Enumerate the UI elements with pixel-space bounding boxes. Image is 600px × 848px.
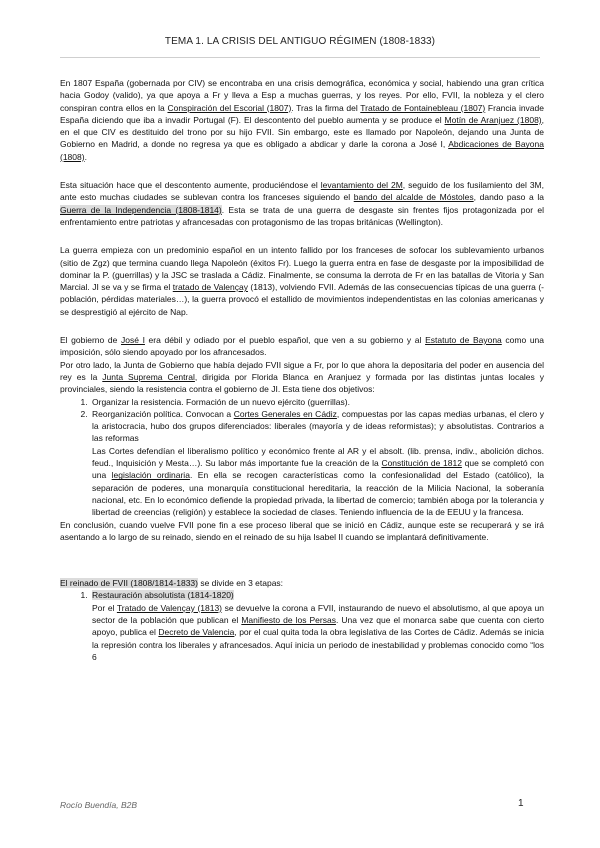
link-tratado-fontainebleau: Tratado de Fontainebleau (1807) [360, 102, 486, 113]
text: Organizar la resistencia. Formación de un nuevo ejército (guerrillas). [92, 396, 350, 407]
link-legislacion-ordinaria: legislación ordinaria [111, 470, 190, 481]
text: que se completó con una [92, 458, 544, 481]
document-body [60, 77, 544, 663]
list-item [90, 589, 544, 663]
text: Reorganización política. Convocan a [92, 408, 234, 419]
link-cortes-cadiz: Cortes Generales en Cádiz [233, 408, 337, 419]
page-number: 1 [518, 798, 524, 809]
text: . Esta se trata de una guerra de desgaste sin frentes fijos protagonizada por el enfrentamiento entre patriotas y afrancesadas con protagonismo de las tropas británicas (Wellington). [60, 204, 544, 227]
text: , compuestas por las capas medias urbanas, el clero y la aristocracia, hubo dos grupos diferenciados: liberales (mayoría y de ideas reformistas); y absolutistas. Contrarios a las reformas [92, 408, 544, 444]
highlight-restauracion: Restauración absolutista (1814-1820) [92, 590, 234, 601]
list-item-subparagraph [92, 445, 544, 519]
text: , por el cual quita toda la obra legislativa de las Cortes de Cádiz. Además se inicia la represión contra los liberales y afrancesados. Aquí inicia un periodo de inestabilidad y problemas conocido como “los 6 [92, 627, 544, 662]
paragraph-guerra [60, 244, 544, 318]
text: como una imposición, sólo siendo apoyado por los afrancesados. [60, 335, 544, 358]
link-abdicaciones-bayona: Abdicaciones de Bayona (1808) [60, 139, 544, 162]
footer-author: Rocío Buendía, B2B [60, 800, 138, 810]
text: se divide en 3 etapas: [197, 578, 284, 589]
text: Francia invade España diciendo que iba a invadir Portugal (F). El descontento del pueblo aumenta y se produce el [60, 102, 544, 125]
text: . En ella se recogen características como la confesionalidad del Estado (católico), la separación de poderes, una monarquía constitucional hereditaria, la reacción de la Milicia Nacional, la soberanía nacional, etc. En lo económico defiende la propiedad privada, la libertad de comercio; también aboga por la tolerancia y libertad de creencias (religión) y establece la sociedad de clases. Teniendo influencia de la de EEUU y la francesa. [92, 470, 544, 518]
text: , dirigida por Florida Blanca en Aranjuez y formada por las distintas juntas locales y provinciales, siendo la resistencia contra el gobierno de JI. Esta tiene dos objetivos: [60, 371, 544, 395]
text: Por otro lado, la Junta de Gobierno que había dejado FVII sigue a Fr, por lo que ahora la depositaria del poder en ausencia del rey es la [60, 359, 544, 382]
list-item [90, 396, 544, 408]
text: . Tras la firma del [291, 102, 361, 113]
paragraph-levantamiento [60, 179, 544, 228]
text: , dando paso a la [473, 192, 544, 203]
link-jose-i: José I [120, 335, 145, 346]
page-header-title: TEMA 1. LA CRISIS DEL ANTIGUO RÉGIMEN (1808-1833) [164, 36, 436, 47]
link-bando-mostoles: bando del alcalde de Móstoles [353, 192, 474, 203]
link-estatuto-bayona: Estatuto de Bayona [425, 335, 502, 346]
list-item-subparagraph [92, 602, 544, 663]
link-levantamiento-2m: levantamiento del 2M [320, 180, 403, 191]
link-tratado-valencay: tratado de Valençay [172, 282, 248, 293]
text: En conclusión, cuando vuelve FVII pone fin a ese proceso liberal que se inició en Cádiz, aunque este se recuperará y se irá asentando a lo largo de su reinado, siendo en el reinado de su hija Isabel II cuando se implantará definitivamente. [60, 519, 544, 542]
text: , en el que CIV es destituido del trono por su hijo FVII. Sin embargo, este es llamado por Napoleón, dejando una Junta de Gobierno en Madrid, a donde no regresa ya que es obligado a abdicar y darle la corona a José I, [60, 114, 545, 150]
text: El gobierno de [60, 335, 121, 346]
etapas-list [60, 589, 544, 663]
link-decreto-valencia: Decreto de Valencia [158, 627, 235, 638]
highlight-reinado-fvii: El reinado de FVII (1808/1814-1833) [60, 578, 198, 589]
text: se devuelve la corona a FVII, instaurando de nuevo el absolutismo, al que apoya un sector de la población que publican el [92, 602, 544, 625]
link-conspiracion-escorial: Conspiración del Escorial (1807) [167, 102, 292, 113]
link-junta-suprema-central: Junta Suprema Central [102, 371, 195, 382]
link-manifiesto-persas: Manifiesto de los Persas [241, 614, 336, 625]
text: Esta situación hace que el descontento aumente, produciéndose el [60, 180, 321, 191]
paragraph-conclusion [60, 519, 544, 544]
text: (1813), volviendo FVII. Además de las consecuencias típicas de una guerra (-población, pérdidas materiales…), la guerra provocó el estallido de movimientos independentistas en las colonias americanas y se desprestigió al ejército de Nap. [60, 282, 544, 317]
paragraph-junta-central [60, 359, 544, 396]
text: era débil y odiado por el pueblo español, que ven a su gobierno y al [144, 335, 426, 346]
list-item [90, 408, 544, 519]
text: . Una vez que el monarca sabe que cuenta con cierto apoyo, publica el [92, 614, 544, 638]
link-guerra-independencia: Guerra de la Independencia (1808-1814) [60, 204, 222, 215]
paragraph-gobierno-jose [60, 334, 544, 359]
paragraph-reinado-fvii [60, 577, 544, 589]
link-constitucion-1812: Constitución de 1812 [381, 458, 462, 469]
paragraph-crisis-1807 [60, 77, 544, 163]
text: La guerra empieza con un predominio español en un intento fallido por los franceses de sofocar los sublevamiento urbanos (sitio de Zgz) que termina cuando llega Napoleón (éxitos Fr). Luego la guerra entra en fase de desgaste por la imposibilidad de dominar la P. (guerrillas) y la JSC se traslada a Cádiz. Finalmente, se consuma la derrota de Fr en las batallas de Vitoria y San Marcial. JI se va y se firma el [60, 245, 544, 293]
link-tratado-valencay-1813: Tratado de Valençay (1813) [116, 602, 223, 613]
text: Las Cortes defendían el liberalismo político y económico frente al AR y el absolt. (lib. prensa, indiv., abolición dichos. feud., Inquisición y Mesta…). Su labor más importante fue la creación de la [92, 445, 544, 469]
objetivos-list [60, 396, 544, 519]
header-divider [60, 57, 540, 58]
text: En 1807 España (gobernada por CIV) se encontraba en una crisis demográfica, económica y social, habiendo una gran crítica hacia Godoy (valido), ya que apoya a Fr y lleva a Esp a muchas guerras, y los reyes. Por ello, FVII, la nobleza y el clero conspiran contra ellos en la [60, 78, 544, 113]
text: Por el [92, 602, 117, 613]
text: . [84, 151, 87, 162]
text: , seguido de los fusilamiento del 3M, ante esto muchas ciudades se sublevan contra los franceses siguiendo el [60, 180, 545, 203]
link-motin-aranjuez: Motín de Aranjuez (1808) [444, 114, 542, 125]
